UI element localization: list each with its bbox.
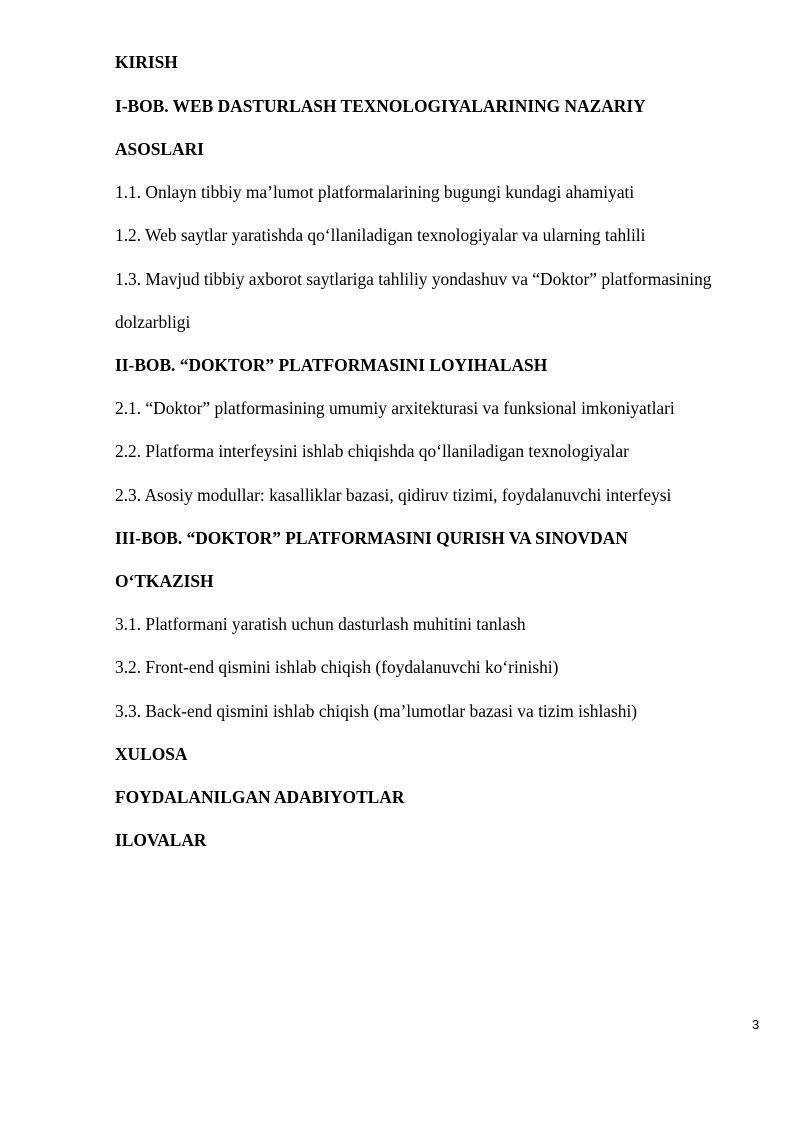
- toc-entry-chapter-1-title: I-BOB. WEB DASTURLASH TEXNOLOGIYALARINING NAZARIY: [115, 96, 646, 116]
- page-number: 3: [752, 1017, 760, 1032]
- toc-entry-2-3: 2.3. Asosiy modullar: kasalliklar bazasi, qidiruv tizimi, foydalanuvchi interfeysi: [115, 485, 672, 505]
- toc-entry-kirish: KIRISH: [115, 52, 178, 72]
- toc-entry-chapter-2-title: II-BOB. “DOKTOR” PLATFORMASINI LOYIHALASH: [115, 355, 548, 375]
- toc-entry-2-2: 2.2. Platforma interfeysini ishlab chiqishda qo‘llaniladigan texnologiyalar: [115, 441, 629, 461]
- toc-entry-3-2: 3.2. Front-end qismini ishlab chiqish (foydalanuvchi ko‘rinishi): [115, 657, 559, 677]
- toc-entry-1-1: 1.1. Onlayn tibbiy ma’lumot platformalarining bugungi kundagi ahamiyati: [115, 182, 635, 202]
- toc-entry-xulosa: XULOSA: [115, 744, 188, 764]
- toc-entry-adabiyotlar: FOYDALANILGAN ADABIYOTLAR: [115, 787, 405, 807]
- toc-entry-chapter-3-title: III-BOB. “DOKTOR” PLATFORMASINI QURISH VA SINOVDAN: [115, 528, 628, 548]
- toc-entry-3-1: 3.1. Platformani yaratish uchun dasturlash muhitini tanlash: [115, 614, 526, 634]
- toc-entry-chapter-1-title-cont: ASOSLARI: [115, 139, 204, 159]
- toc-entry-3-3: 3.3. Back-end qismini ishlab chiqish (ma’lumotlar bazasi va tizim ishlashi): [115, 701, 638, 721]
- toc-entry-2-1: 2.1. “Doktor” platformasining umumiy arxitekturasi va funksional imkoniyatlari: [115, 398, 675, 418]
- toc-entry-1-3: 1.3. Mavjud tibbiy axborot saytlariga tahliliy yondashuv va “Doktor” platformasining: [115, 269, 712, 289]
- toc-entry-1-3-cont: dolzarbligi: [115, 312, 191, 332]
- toc-entry-ilovalar: ILOVALAR: [115, 830, 207, 850]
- toc-entry-1-2: 1.2. Web saytlar yaratishda qo‘llaniladigan texnologiyalar va ularning tahlili: [115, 225, 646, 245]
- toc-entry-chapter-3-title-cont: O‘TKAZISH: [115, 571, 214, 591]
